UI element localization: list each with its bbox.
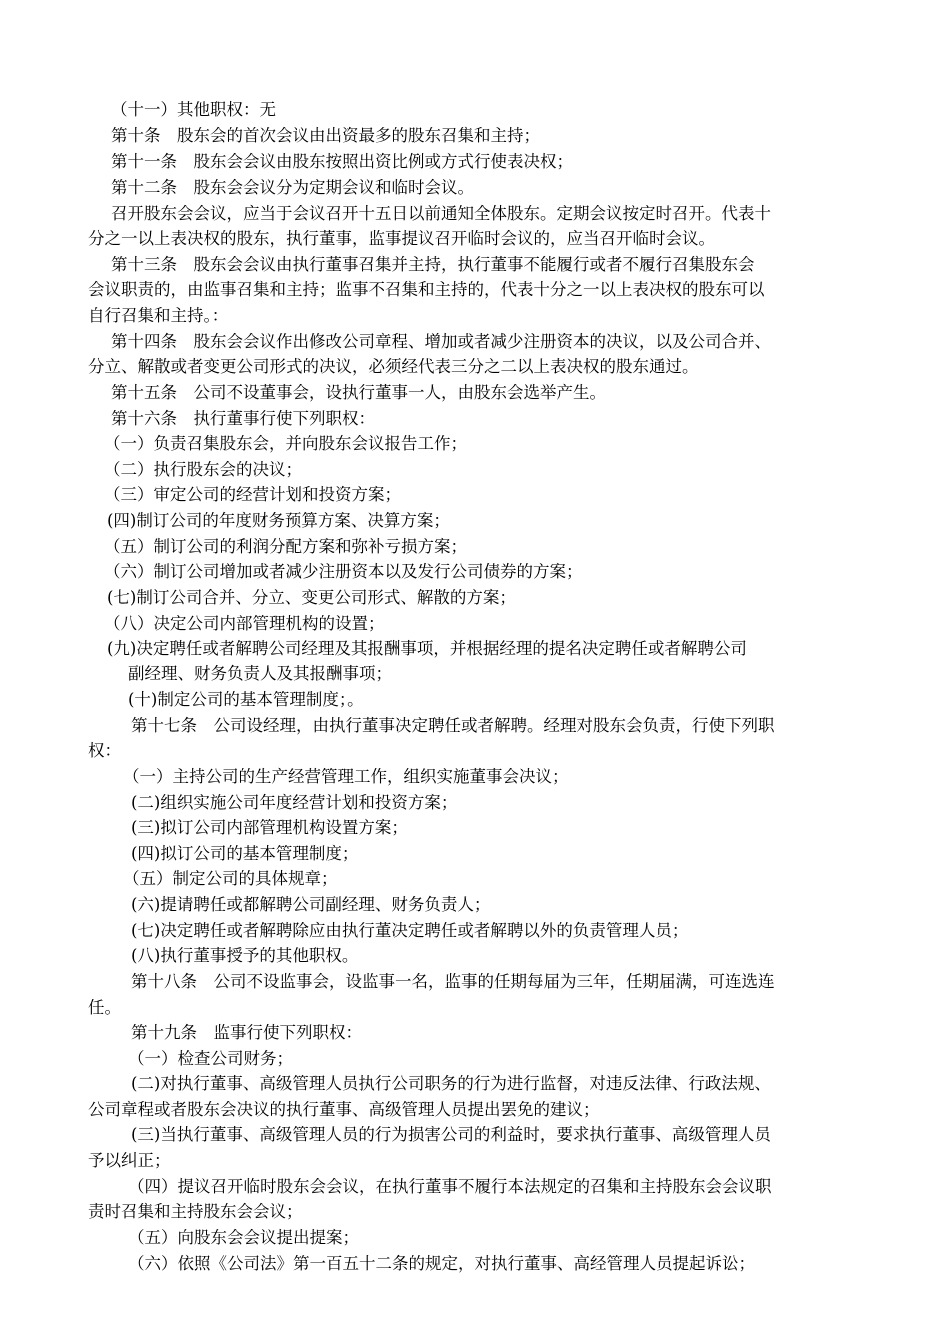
list-item: (三)拟订公司内部管理机构设置方案； — [131, 818, 408, 837]
article-13: 第十三条 股东会会议由执行董事召集并主持，执行董事不能履行或者不履行召集股东会 — [111, 255, 755, 274]
list-item: （四）提议召开临时股东会会议，在执行董事不履行本法规定的召集和主持股东会会议职 — [128, 1177, 772, 1196]
list-item: （五）向股东会会议提出提案； — [128, 1228, 359, 1247]
list-item: (七)决定聘任或者解聘除应由执行董决定聘任或者解聘以外的负责管理人员； — [131, 921, 689, 940]
paragraph: （十一）其他职权：无 — [111, 100, 276, 119]
list-item: (四)制订公司的年度财务预算方案、决算方案； — [107, 511, 450, 530]
list-item: （一）主持公司的生产经营管理工作，组织实施董事会决议； — [123, 767, 569, 786]
paragraph-line: 召开股东会会议，应当于会议召开十五日以前通知全体股东。定期会议按定时召开。代表十 — [111, 204, 771, 223]
list-item: (十)制定公司的基本管理制度；。 — [128, 690, 364, 709]
paragraph-line: 分之一以上表决权的股东，执行董事，监事提议召开临时会议的，应当召开临时会议。 — [88, 229, 715, 248]
paragraph-line: 自行召集和主持。： — [88, 306, 229, 325]
list-item: (九)决定聘任或者解聘公司经理及其报酬事项，并根据经理的提名决定聘任或者解聘公司 — [107, 639, 747, 658]
list-item: (二)对执行董事、高级管理人员执行公司职务的行为进行监督，对违反法律、行政法规、 — [131, 1074, 771, 1093]
paragraph-line: 予以纠正； — [88, 1151, 171, 1170]
list-item: （一）检查公司财务； — [128, 1049, 293, 1068]
list-item: （六）制订公司增加或者减少注册资本以及发行公司债券的方案； — [104, 562, 583, 581]
article-16: 第十六条 执行董事行使下列职权： — [111, 409, 375, 428]
article-10: 第十条 股东会的首次会议由出资最多的股东召集和主持； — [111, 126, 540, 145]
list-item: (三)当执行董事、高级管理人员的行为损害公司的利益时，要求执行董事、高级管理人员 — [131, 1125, 771, 1144]
paragraph-line: 分立、解散或者变更公司形式的决议，必须经代表三分之二以上表决权的股东通过。 — [88, 357, 699, 376]
paragraph-line: 权： — [88, 741, 121, 760]
list-item: (二)组织实施公司年度经营计划和投资方案； — [131, 793, 458, 812]
paragraph-line: 公司章程或者股东会决议的执行董事、高级管理人员提出罢免的建议； — [88, 1100, 600, 1119]
list-item: （六）依照《公司法》第一百五十二条的规定，对执行董事、高经管理人员提起诉讼； — [128, 1254, 755, 1273]
list-item: （二）执行股东会的决议； — [104, 460, 302, 479]
paragraph-line: 责时召集和主持股东会会议； — [88, 1202, 303, 1221]
article-12: 第十二条 股东会会议分为定期会议和临时会议。 — [111, 178, 474, 197]
article-19: 第十九条 监事行使下列职权： — [131, 1023, 362, 1042]
list-item: (八)执行董事授予的其他职权。 — [131, 946, 359, 965]
article-14: 第十四条 股东会会议作出修改公司章程、增加或者减少注册资本的决议，以及公司合并、 — [111, 332, 771, 351]
list-item: （五）制定公司的具体规章； — [123, 869, 338, 888]
list-item: （八）决定公司内部管理机构的设置； — [104, 614, 385, 633]
paragraph-line: 会议职责的，由监事召集和主持；监事不召集和主持的，代表十分之一以上表决权的股东可以 — [88, 280, 765, 299]
list-item: (四)拟订公司的基本管理制度； — [131, 844, 359, 863]
article-18: 第十八条 公司不设监事会，设监事一名，监事的任期每届为三年，任期届满，可连选连 — [131, 972, 775, 991]
list-item-continued: 副经理、财务负责人及其报酬事项； — [128, 664, 392, 683]
article-15: 第十五条 公司不设董事会，设执行董事一人，由股东会选举产生。 — [111, 383, 606, 402]
list-item: (六)提请聘任或都解聘公司副经理、财务负责人； — [131, 895, 491, 914]
paragraph-line: 任。 — [88, 998, 121, 1017]
list-item: （一）负责召集股东会，并向股东会议报告工作； — [104, 434, 467, 453]
article-17: 第十七条 公司设经理，由执行董事决定聘任或者解聘。经理对股东会负责，行使下列职 — [131, 716, 775, 735]
list-item: （三）审定公司的经营计划和投资方案； — [104, 485, 401, 504]
list-item: （五）制订公司的利润分配方案和弥补亏损方案； — [104, 537, 467, 556]
article-11: 第十一条 股东会会议由股东按照出资比例或方式行使表决权； — [111, 152, 573, 171]
list-item: (七)制订公司合并、分立、变更公司形式、解散的方案； — [107, 588, 516, 607]
